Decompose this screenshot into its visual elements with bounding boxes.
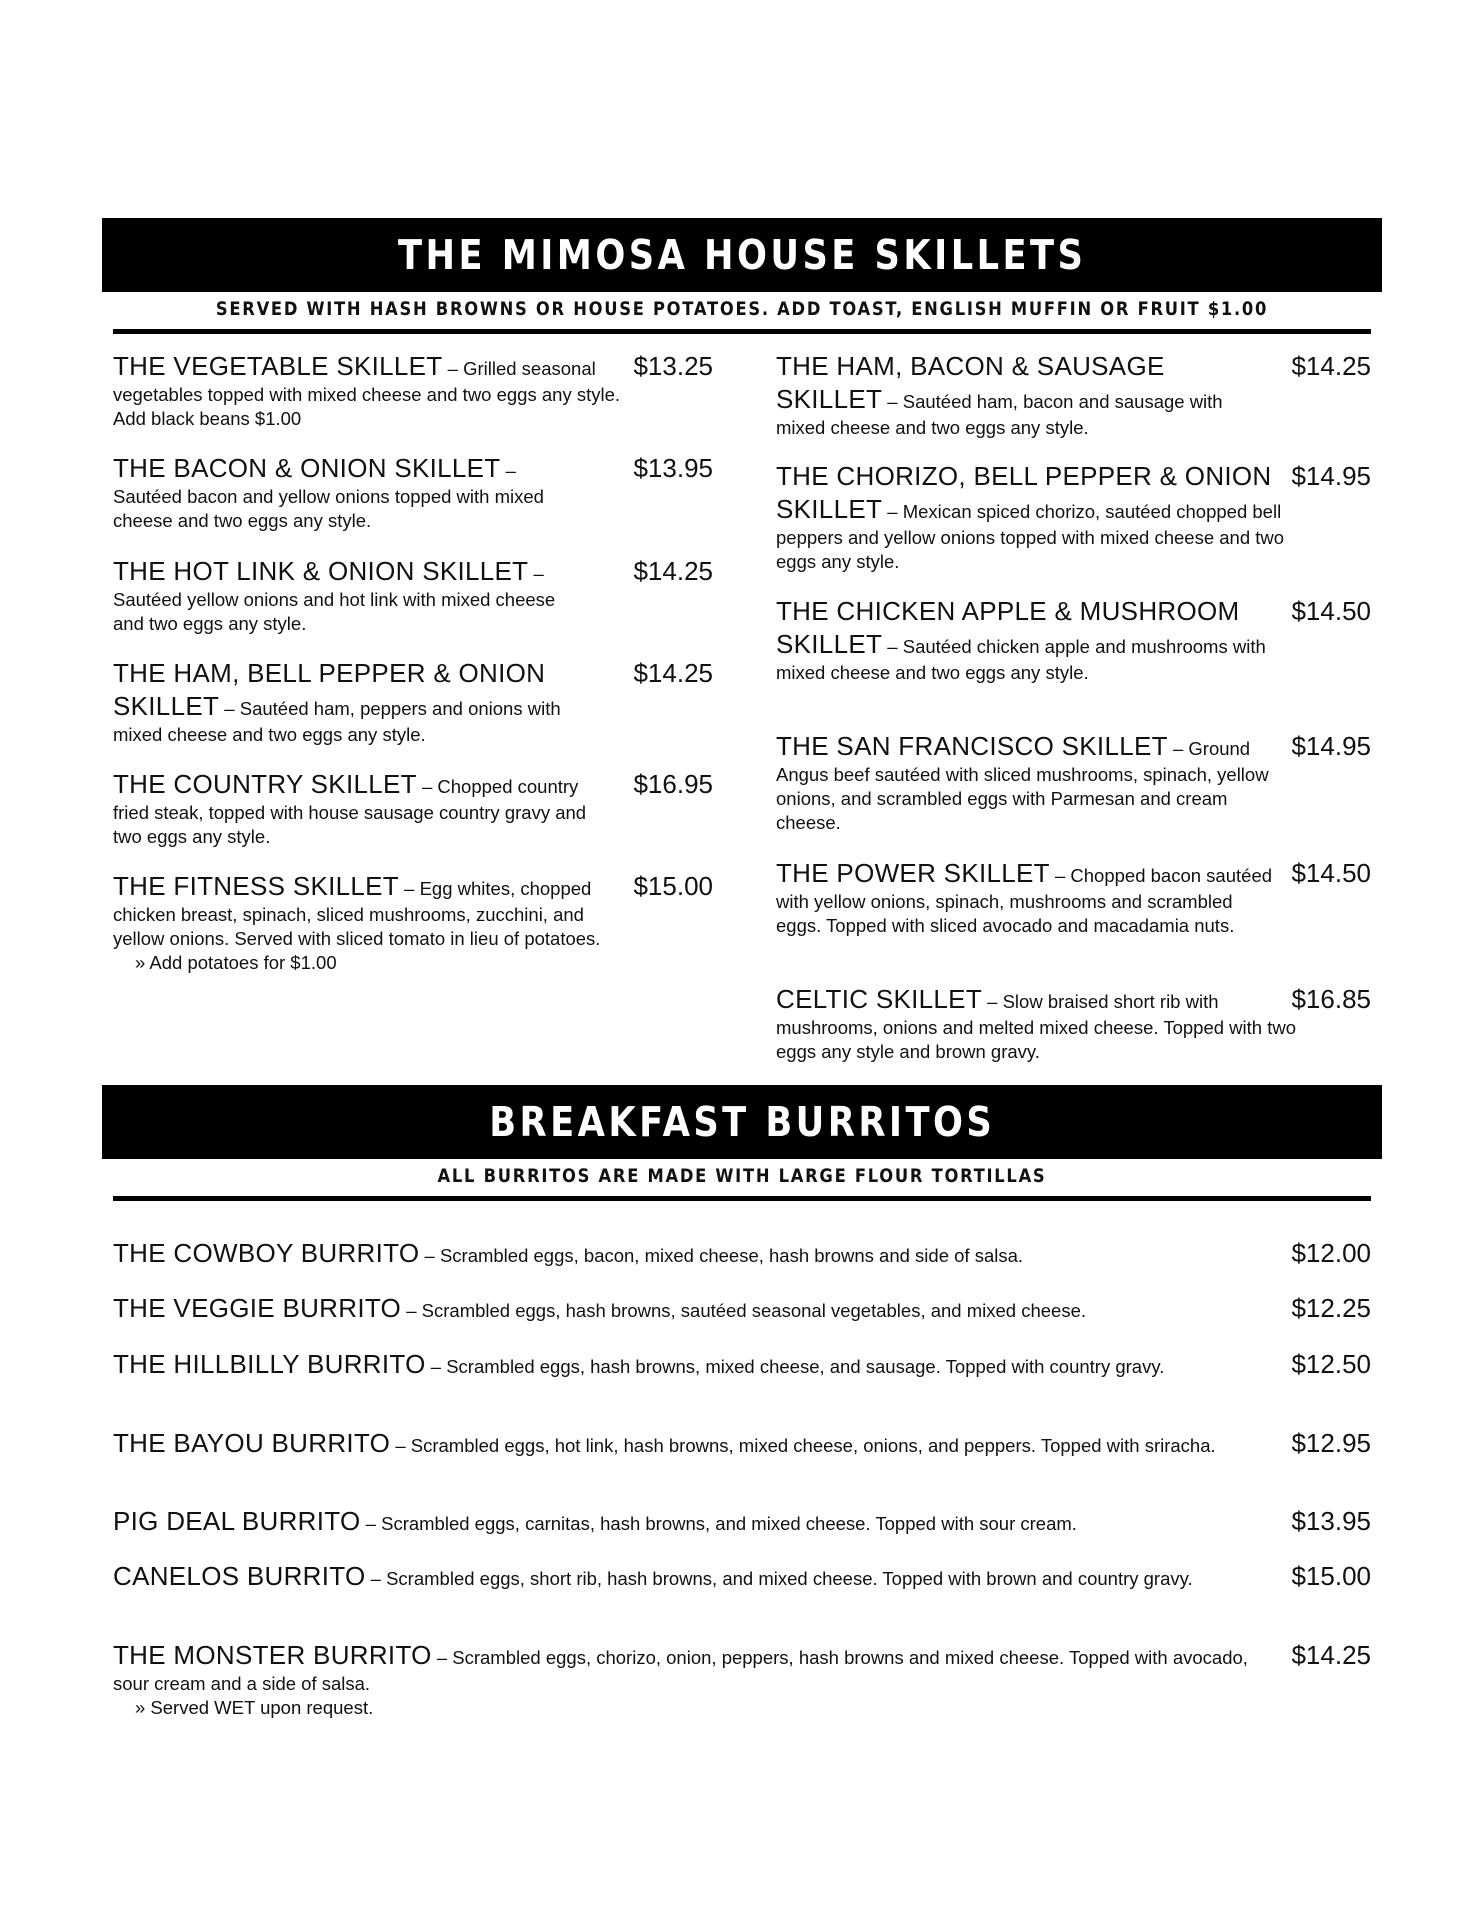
burritos-subtitle: ALL BURRITOS ARE MADE WITH LARGE FLOUR TORTILLAS: [437, 1165, 1047, 1187]
item-price: $14.25: [633, 556, 713, 586]
item-description: Grilled seasonal vegetables topped with mixed cheese and two eggs any style. Add black beans $1.00: [113, 358, 621, 429]
menu-item: THE SAN FRANCISCO SKILLET – Ground Angus beef sautéed with sliced mushrooms, spinach, yellow onions, and scrambled eggs with Parmesan and cream cheese. $14.95: [776, 731, 1371, 833]
item-price: $15.00: [633, 871, 713, 901]
item-description: Chopped country fried steak, topped with house sausage country gravy and two eggs any style.: [113, 776, 587, 847]
skillets-title: THE MIMOSA HOUSE SKILLETS: [397, 231, 1087, 279]
item-description: Scrambled eggs, carnitas, hash browns, and mixed cheese. Topped with sour cream.: [381, 1513, 1077, 1534]
burritos-header-bar: [102, 1085, 1382, 1159]
item-description: Sautéed ham, bacon and sausage with mixed cheese and two eggs any style.: [776, 391, 1223, 438]
skillets-subtitle: SERVED WITH HASH BROWNS OR HOUSE POTATOES. ADD TOAST, ENGLISH MUFFIN OR FRUIT $1.00: [215, 298, 1269, 320]
item-name: CANELOS BURRITO: [113, 1561, 366, 1591]
item-price: $13.95: [633, 453, 713, 483]
item-price: $14.95: [1291, 731, 1371, 761]
item-name: THE VEGETABLE SKILLET: [113, 351, 443, 381]
item-price: $14.25: [1291, 1640, 1371, 1670]
item-price: $13.25: [633, 351, 713, 381]
menu-item: THE HOT LINK & ONION SKILLET – Sautéed yellow onions and hot link with mixed cheese and two eggs any style. $14.25: [113, 556, 713, 634]
item-description: Sautéed yellow onions and hot link with mixed cheese and two eggs any style.: [113, 589, 556, 634]
item-description: Chopped bacon sautéed with yellow onions, spinach, mushrooms and scrambled eggs. Topped with sliced avocado and macadamia nuts.: [776, 865, 1273, 936]
item-price: $12.00: [1291, 1238, 1371, 1268]
item-price: $12.50: [1291, 1349, 1371, 1379]
menu-item: THE COWBOY BURRITO – Scrambled eggs, bacon, mixed cheese, hash browns and side of salsa. $12.00: [113, 1238, 1371, 1268]
item-name: THE BACON & ONION SKILLET: [113, 453, 501, 483]
item-name: THE SAN FRANCISCO SKILLET: [776, 731, 1168, 761]
item-price: $14.50: [1291, 858, 1371, 888]
item-price: $14.95: [1291, 461, 1371, 491]
item-price: $16.85: [1291, 984, 1371, 1014]
item-note: » Add potatoes for $1.00: [135, 952, 337, 973]
item-name: PIG DEAL BURRITO: [113, 1506, 361, 1536]
menu-item: PIG DEAL BURRITO – Scrambled eggs, carnitas, hash browns, and mixed cheese. Topped with sour cream. $13.95: [113, 1506, 1371, 1536]
item-description: Scrambled eggs, short rib, hash browns, and mixed cheese. Topped with brown and country gravy.: [386, 1568, 1193, 1589]
burritos-divider: [113, 1196, 1371, 1201]
item-description: Scrambled eggs, hash browns, sautéed seasonal vegetables, and mixed cheese.: [421, 1300, 1087, 1321]
item-price: $12.95: [1291, 1428, 1371, 1458]
item-name: THE HAM, BELL PEPPER & ONION SKILLET: [113, 658, 546, 721]
item-description: Ground Angus beef sautéed with sliced mushrooms, spinach, yellow onions, and scrambled eggs with Parmesan and cream cheese.: [776, 738, 1269, 833]
menu-item: THE VEGGIE BURRITO – Scrambled eggs, hash browns, sautéed seasonal vegetables, and mixed cheese. $12.25: [113, 1293, 1371, 1323]
item-name: THE CHICKEN APPLE & MUSHROOM SKILLET: [776, 596, 1240, 659]
menu-item: THE HAM, BELL PEPPER & ONION SKILLET – Sautéed ham, peppers and onions with mixed cheese and two eggs any style. $14.25: [113, 658, 713, 745]
item-description: Slow braised short rib with mushrooms, onions and melted mixed cheese. Topped with two eggs any style and brown gravy.: [776, 991, 1296, 1062]
item-description: Egg whites, chopped chicken breast, spinach, sliced mushrooms, zucchini, and yellow onions. Served with sliced tomato in lieu of potatoes.: [113, 878, 601, 949]
item-description: Sautéed bacon and yellow onions topped with mixed cheese and two eggs any style.: [113, 486, 544, 531]
item-name: THE CHORIZO, BELL PEPPER & ONION SKILLET: [776, 461, 1272, 524]
item-name: THE COWBOY BURRITO: [113, 1238, 420, 1268]
item-description: Scrambled eggs, chorizo, onion, peppers, hash browns and mixed cheese. Topped with avocado, sour cream and a side of salsa.: [113, 1647, 1248, 1694]
item-name: THE HOT LINK & ONION SKILLET: [113, 556, 529, 586]
burritos-title: BREAKFAST BURRITOS: [488, 1098, 996, 1146]
skillets-header-bar: [102, 218, 1382, 292]
item-name: THE BAYOU BURRITO: [113, 1428, 391, 1458]
menu-item: THE BACON & ONION SKILLET – Sautéed bacon and yellow onions topped with mixed cheese and two eggs any style. $13.95: [113, 453, 713, 531]
menu-item: THE FITNESS SKILLET – Egg whites, chopped chicken breast, spinach, sliced mushrooms, zucchini, and yellow onions. Served with sliced tomato in lieu of potatoes. » Add potatoes for $1.00 $15.00: [113, 871, 713, 973]
menu-item: THE HAM, BACON & SAUSAGE SKILLET – Sautéed ham, bacon and sausage with mixed cheese and two eggs any style. $14.25: [776, 351, 1371, 438]
item-price: $16.95: [633, 769, 713, 799]
item-price: $15.00: [1291, 1561, 1371, 1591]
menu-item: THE HILLBILLY BURRITO – Scrambled eggs, hash browns, mixed cheese, and sausage. Topped with country gravy. $12.50: [113, 1349, 1371, 1379]
item-price: $13.95: [1291, 1506, 1371, 1536]
item-description: Scrambled eggs, bacon, mixed cheese, hash browns and side of salsa.: [439, 1245, 1024, 1266]
menu-item: THE VEGETABLE SKILLET – Grilled seasonal vegetables topped with mixed cheese and two eggs any style. Add black beans $1.00 $13.25: [113, 351, 713, 429]
item-description: Scrambled eggs, hot link, hash browns, mixed cheese, onions, and peppers. Topped with sriracha.: [410, 1435, 1216, 1456]
item-name: THE POWER SKILLET: [776, 858, 1050, 888]
item-name: THE HAM, BACON & SAUSAGE SKILLET: [776, 351, 1165, 414]
item-name: THE HILLBILLY BURRITO: [113, 1349, 426, 1379]
menu-item: THE MONSTER BURRITO – Scrambled eggs, chorizo, onion, peppers, hash browns and mixed cheese. Topped with avocado, sour cream and a side of salsa. » Served WET upon request. $14.25: [113, 1640, 1371, 1718]
item-description: Sautéed chicken apple and mushrooms with mixed cheese and two eggs any style.: [776, 636, 1266, 683]
menu-item: THE BAYOU BURRITO – Scrambled eggs, hot link, hash browns, mixed cheese, onions, and peppers. Topped with sriracha. $12.95: [113, 1428, 1371, 1458]
menu-item: THE CHICKEN APPLE & MUSHROOM SKILLET – Sautéed chicken apple and mushrooms with mixed cheese and two eggs any style. $14.50: [776, 596, 1371, 683]
item-price: $14.50: [1291, 596, 1371, 626]
item-price: $14.25: [1291, 351, 1371, 381]
menu-item: THE CHORIZO, BELL PEPPER & ONION SKILLET – Mexican spiced chorizo, sautéed chopped bell peppers and yellow onions topped with mixed cheese and two eggs any style. $14.95: [776, 461, 1371, 572]
item-name: THE MONSTER BURRITO: [113, 1640, 432, 1670]
item-note: » Served WET upon request.: [135, 1697, 374, 1718]
skillets-divider: [113, 329, 1371, 334]
menu-item: CELTIC SKILLET – Slow braised short rib with mushrooms, onions and melted mixed cheese. Topped with two eggs any style and brown gravy. $16.85: [776, 984, 1371, 1062]
item-description: Sautéed ham, peppers and onions with mixed cheese and two eggs any style.: [113, 698, 561, 745]
menu-item: THE COUNTRY SKILLET – Chopped country fried steak, topped with house sausage country gravy and two eggs any style. $16.95: [113, 769, 713, 847]
item-description: Scrambled eggs, hash browns, mixed cheese, and sausage. Topped with country gravy.: [446, 1356, 1165, 1377]
item-name: THE VEGGIE BURRITO: [113, 1293, 402, 1323]
item-name: CELTIC SKILLET: [776, 984, 983, 1014]
item-price: $14.25: [633, 658, 713, 688]
item-price: $12.25: [1291, 1293, 1371, 1323]
item-name: THE FITNESS SKILLET: [113, 871, 399, 901]
item-description: Mexican spiced chorizo, sautéed chopped bell peppers and yellow onions topped with mixed cheese and two eggs any style.: [776, 501, 1285, 572]
menu-item: CANELOS BURRITO – Scrambled eggs, short rib, hash browns, and mixed cheese. Topped with brown and country gravy. $15.00: [113, 1561, 1371, 1591]
menu-item: THE POWER SKILLET – Chopped bacon sautéed with yellow onions, spinach, mushrooms and scrambled eggs. Topped with sliced avocado and macadamia nuts. $14.50: [776, 858, 1371, 936]
item-name: THE COUNTRY SKILLET: [113, 769, 417, 799]
